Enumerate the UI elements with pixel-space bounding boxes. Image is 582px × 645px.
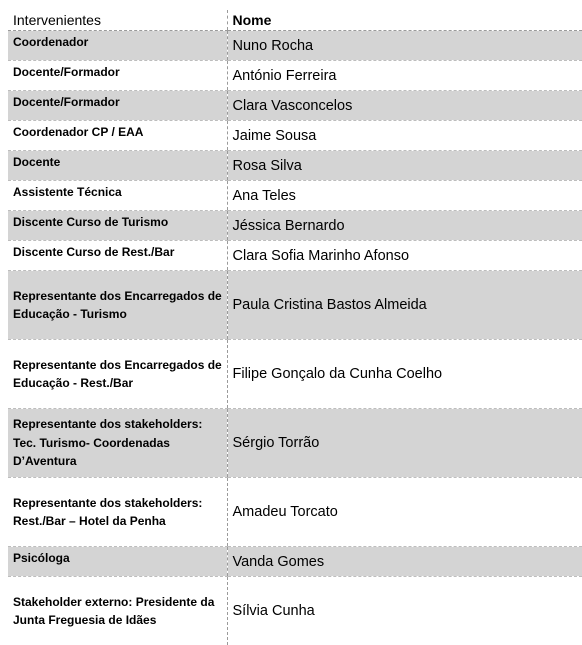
role-cell: Coordenador xyxy=(8,31,227,61)
table-row xyxy=(8,61,582,91)
table-row xyxy=(8,121,582,151)
role-cell: Docente xyxy=(8,151,227,181)
role-cell: Docente/Formador xyxy=(8,61,227,91)
role-cell: Discente Curso de Rest./Bar xyxy=(8,241,227,271)
role-cell: Representante dos stakeholders: Tec. Turismo- Coordenadas D’Aventura xyxy=(8,409,227,478)
name-cell: Vanda Gomes xyxy=(227,547,582,577)
name-cell: Ana Teles xyxy=(227,181,582,211)
table-row xyxy=(8,181,582,211)
name-cell: Sílvia Cunha xyxy=(227,577,582,645)
column-header-nome: Nome xyxy=(227,10,582,31)
role-cell: Stakeholder externo: Presidente da Junta Freguesia de Idães xyxy=(8,577,227,645)
name-cell: Sérgio Torrão xyxy=(227,409,582,478)
table-row xyxy=(8,91,582,121)
table-row xyxy=(8,151,582,181)
table-row xyxy=(8,547,582,577)
table-row xyxy=(8,211,582,241)
role-cell: Coordenador CP / EAA xyxy=(8,121,227,151)
name-cell: Rosa Silva xyxy=(227,151,582,181)
name-cell: Clara Sofia Marinho Afonso xyxy=(227,241,582,271)
members-table xyxy=(8,10,582,645)
role-cell: Docente/Formador xyxy=(8,91,227,121)
role-cell: Representante dos Encarregados de Educação - Turismo xyxy=(8,271,227,340)
table-row xyxy=(8,577,582,645)
name-cell: Clara Vasconcelos xyxy=(227,91,582,121)
table-row xyxy=(8,271,582,340)
table-row xyxy=(8,409,582,478)
table-row xyxy=(8,31,582,61)
table-row xyxy=(8,241,582,271)
name-cell: Jéssica Bernardo xyxy=(227,211,582,241)
role-cell: Psicóloga xyxy=(8,547,227,577)
table-row xyxy=(8,478,582,547)
name-cell: Amadeu Torcato xyxy=(227,478,582,547)
name-cell: Nuno Rocha xyxy=(227,31,582,61)
role-cell: Discente Curso de Turismo xyxy=(8,211,227,241)
name-cell: Filipe Gonçalo da Cunha Coelho xyxy=(227,340,582,409)
name-cell: Paula Cristina Bastos Almeida xyxy=(227,271,582,340)
column-header-intervenientes: Intervenientes xyxy=(8,10,227,31)
name-cell: Jaime Sousa xyxy=(227,121,582,151)
role-cell: Representante dos stakeholders: Rest./Bar – Hotel da Penha xyxy=(8,478,227,547)
table-header-row xyxy=(8,10,582,31)
role-cell: Representante dos Encarregados de Educação - Rest./Bar xyxy=(8,340,227,409)
role-cell: Assistente Técnica xyxy=(8,181,227,211)
table-row xyxy=(8,340,582,409)
name-cell: António Ferreira xyxy=(227,61,582,91)
